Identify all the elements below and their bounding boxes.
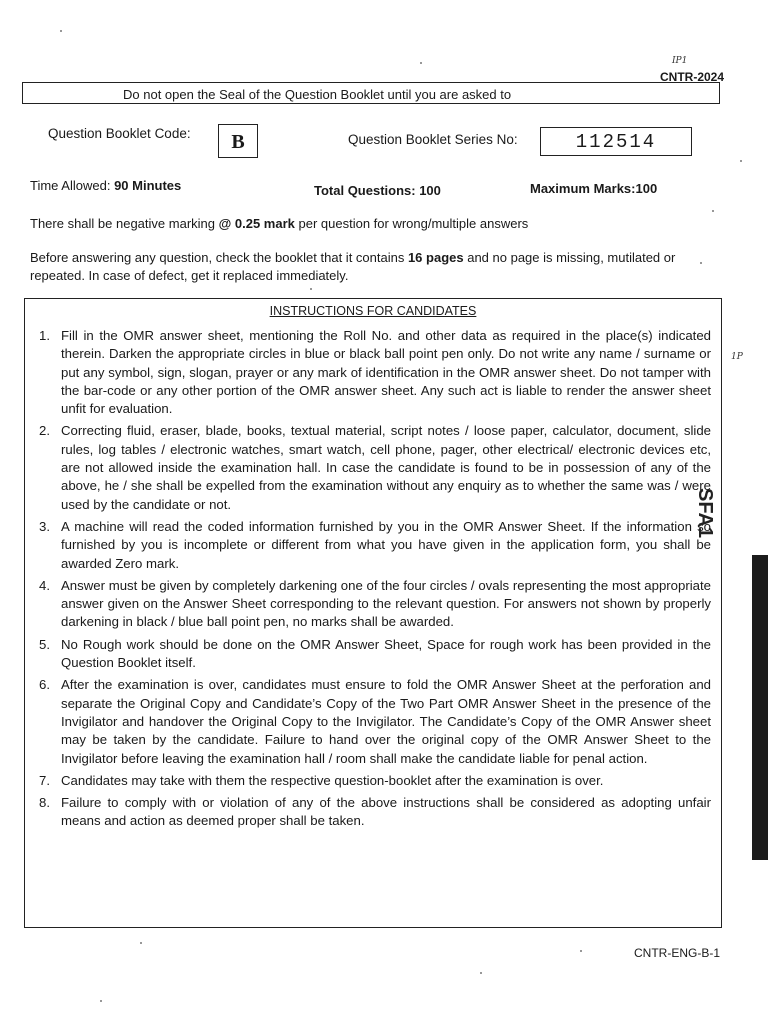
corner-handwritten-mark: IP1: [672, 56, 688, 66]
instruction-text: Failure to comply with or violation of any of the above instructions shall be considered as adopting unfair means and action as deemed proper shall be taken.: [61, 795, 711, 829]
booklet-code-value: B: [218, 124, 258, 158]
instruction-item: [39, 676, 711, 767]
instruction-text: Correcting fluid, eraser, blade, books, textual material, script notes / loose paper, calculator, document, slide rules, log tables / electronic watches, smart watch, cell phone, pager, other electrical/ electronic devices etc, are not allowed inside the examination hall. In case the candidate is found to be in possession of any of the above, he / she shall be expelled from the examination without any enquiry as to whether the same was / were used by the candidate or not.: [61, 423, 711, 512]
instruction-item: [39, 327, 711, 418]
instructions-box: [24, 298, 722, 928]
maximum-marks: Maximum Marks:100: [530, 181, 658, 196]
side-stamp: SFA1: [694, 488, 716, 539]
series-number-label: Question Booklet Series No:: [348, 132, 518, 147]
booklet-code-label: Question Booklet Code:: [48, 126, 191, 141]
negative-marking-text-end: per question for wrong/multiple answers: [294, 216, 529, 231]
instruction-number: 2.: [39, 423, 50, 439]
instruction-text: No Rough work should be done on the OMR Answer Sheet, Space for rough work has been provided in the Question Booklet itself.: [61, 636, 711, 671]
instruction-item: [39, 772, 711, 790]
total-questions: Total Questions: 100: [314, 183, 441, 198]
instruction-text: Fill in the OMR answer sheet, mentioning the Roll No. and other data as required in the place(s) indicated therein. Darken the appropriate circles in blue or black ball point pen only. Do not write any name / surname or put any symbol, sign, slogan, prayer or any mark of identification in the OMR answer sheet. Do not tamper with the bar-code or any other portion of the OMR answer sheet. Any such act is liable to render the answer sheet unfit for evaluation.: [61, 328, 711, 417]
instruction-item: [39, 577, 711, 632]
instruction-text: Candidates may take with them the respective question-booklet after the examination is over.: [61, 772, 604, 788]
time-allowed: [30, 178, 181, 193]
negative-marking-amount: @ 0.25 mark: [218, 216, 295, 231]
negative-marking-text: There shall be negative marking: [30, 216, 219, 231]
instruction-number: 6.: [39, 677, 50, 693]
instruction-text: A machine will read the coded information furnished by you in the OMR Answer Sheet. If the information so furnished by you is incomplete or different from what you have given in the application form, you shall be awarded Zero mark.: [61, 518, 711, 571]
page-count: 16 pages: [407, 250, 464, 265]
exam-code: CNTR-2024: [660, 70, 725, 84]
scan-edge-shadow: [752, 555, 768, 860]
time-allowed-label: Time Allowed:: [30, 178, 111, 193]
time-allowed-value: 90 Minutes: [114, 178, 182, 193]
instruction-number: 7.: [39, 772, 50, 788]
check-booklet-text-end: and no page is missing, mutilated or repeated. In case of defect, get it replaced immediately.: [30, 250, 676, 283]
margin-handwritten-mark: 1P: [731, 352, 743, 362]
series-number-value: 112514: [540, 127, 692, 156]
instruction-number: 3.: [39, 518, 50, 534]
instruction-number: 4.: [39, 577, 50, 593]
instruction-text: Answer must be given by completely darkening one of the four circles / ovals representing the most appropriate answer given on the Answer Sheet corresponding to the relevant question. For answers not shown by properly darkening in black / blue ball point pen, no marks shall be awarded.: [61, 577, 711, 630]
instruction-item: [39, 422, 711, 513]
check-booklet-note: [30, 249, 710, 285]
instruction-item: [39, 794, 711, 831]
negative-marking-note: [30, 215, 710, 233]
check-booklet-text: Before answering any question, check the booklet that it contains: [30, 250, 408, 265]
seal-notice-box: [22, 82, 720, 104]
instructions-title: INSTRUCTIONS FOR CANDIDATES: [269, 304, 477, 318]
instruction-number: 8.: [39, 795, 50, 811]
instruction-number: 1.: [39, 328, 50, 343]
instruction-item: [39, 636, 711, 673]
instruction-text: After the examination is over, candidates must ensure to fold the OMR Answer Sheet at the perforation and separate the Original Copy and Candidate’s Copy of the Two Part OMR Answer Sheet in the presence of the Invigilator and handover the Original Copy to the Invigilator. The Candidate’s Copy of the OMR Answer sheet may be taken by the candidate. Failure to hand over the original copy of the OMR Answer Sheet to the Invigilator before leaving the examination hall / room shall make the candidate liable for penal action.: [61, 677, 711, 766]
instruction-number: 5.: [39, 636, 50, 652]
instruction-item: [39, 518, 711, 573]
instructions-list: [39, 327, 711, 831]
page-footer-code: CNTR-ENG-B-1: [634, 946, 720, 960]
seal-notice-text: Do not open the Seal of the Question Booklet until you are asked to: [123, 87, 512, 102]
